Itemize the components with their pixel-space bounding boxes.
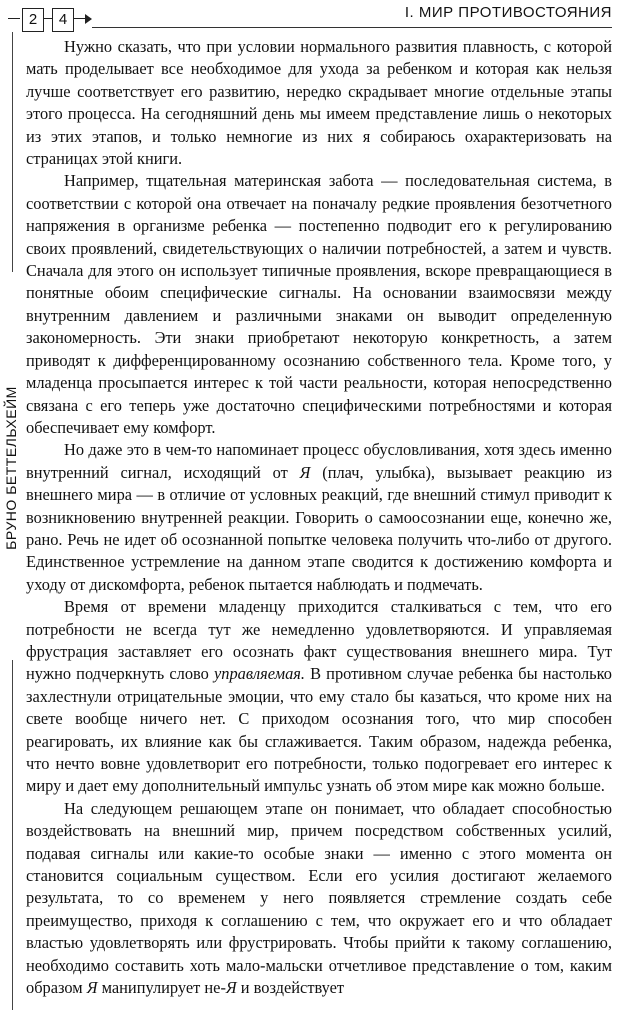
header-rule xyxy=(92,27,612,28)
paragraph-text: Нужно сказать, что при условии нормального развития плавность, с которой мать проделывает все необходимое для ухода за ребенком и которая как нельзя лучше соответствует его развитию, нередко скрадывает многие отдельные этапы этого процесса. На сегодняшний день мы имеем представление лишь о некоторых из этих этапов, и только немногие из них я собираюсь охарактеризовать на страницах этой книги. xyxy=(26,37,612,169)
paragraph-5 xyxy=(26,798,612,1000)
running-head: I. МИР ПРОТИВОСТОЯНИЯ xyxy=(404,4,612,21)
page-number-rule xyxy=(8,18,20,19)
author-running-head: БРУНО БЕТТЕЛЬХЕЙМ xyxy=(3,386,19,550)
paragraph-text: На следующем решающем этапе он понимает, что обладает способностью воздействовать на внешний мир, причем посредством собственных усилий, подавая сигналы или какие-то особые знаки — именно с этого момента он становится социальным существом. Если его усилия достигают желаемого результата, то со временем у него появляется стремление создать себе преимущество, приходя к соглашению с тем, что окружает его и что обладает властью удовлетворять или фрустрировать. Чтобы прийти к такому соглашению, необходимо составить хоть мало-мальски отчетливое представление о том, каким образом xyxy=(26,798,612,998)
paragraph-text: Время от времени младенцу приходится сталкиваться с тем, что его потребности не всегда тут же немедленно удовлетворяются. И управляемая фрустрация заставляет его осознать факт существования внешнего мира. Тут нужно подчеркнуть слово xyxy=(26,597,612,684)
italic-term: Я xyxy=(299,462,311,482)
body-text xyxy=(26,36,612,999)
arrow-right-icon xyxy=(85,14,92,24)
paragraph-text: (плач, улыбка), вызывает реакцию из внешнего мира — в отличие от условных реакций, где внешний стимул приводит к возникновению внутренней реакции. Говорить о самоосознании еще, конечно же, рано. Речь не идет об осознанной попытке человека получить что-либо от другого. Единственное устремление на данном этапе сводится к достижению комфорта и уходу от дискомфорта, ребенок пытается наблюдать и подмечать. xyxy=(26,462,613,594)
margin-rule-bottom xyxy=(12,660,13,1010)
paragraph-4 xyxy=(26,596,612,798)
paragraph-text: Но даже это в чем-то напоминает процесс обусловливания, хотя здесь именно внутренний сигнал, исходящий от xyxy=(26,440,612,482)
paragraph-text: В противном случае ребенка бы настолько захлестнули отрицательные эмоции, что ему стало бы казаться, что кроме них на свете вообще ничего нет. С приходом осознания того, что мир способен реагировать, их влияние как бы сглаживается. Таким образом, надежда ребенка, что нечто вовне удовлетворит его потребности, только подогревает его интерес к миру и дает ему дополнительный импульс узнать об этом мире как можно больше. xyxy=(26,664,612,796)
paragraph-text: манипулирует не- xyxy=(97,978,226,998)
paragraph-text: Например, тщательная материнская забота — последовательная система, в соответствии с которой она отвечает на поначалу редкие проявления безотчетного напряжения в организме ребенка — постепенно подводит его к регулированию своих проявлений, свидетельствующих о наличии потребностей, а затем и чувств. Сначала для этого он использует типичные проявления, вскоре превращающиеся в понятные обоим специфические сигналы. На основании взаимосвязи между внутренним давлением и различными знаками он выводит определенную закономерность. Эти знаки приобретают некоторую конкретность, а затем приводят к дифференцированному осознанию собственного тела. Кроме того, у младенца просыпается интерес к той части реальности, которая непосредственно связана с его теперь уже достаточно специфическими потребностями и которая обеспечивает ему комфорт. xyxy=(26,171,612,437)
italic-term: Я xyxy=(225,978,237,998)
page-number-digit-2: 4 xyxy=(52,8,74,32)
page-number-digit-1: 2 xyxy=(22,8,44,32)
paragraph-text: и воздействует xyxy=(236,978,345,998)
margin-rule-top xyxy=(12,32,13,272)
paragraph-3 xyxy=(26,439,612,596)
italic-term: управляемая. xyxy=(214,664,305,684)
page-number-rule xyxy=(44,18,52,19)
italic-term: Я xyxy=(86,978,98,998)
paragraph-2 xyxy=(26,170,612,439)
paragraph-1 xyxy=(26,36,612,170)
